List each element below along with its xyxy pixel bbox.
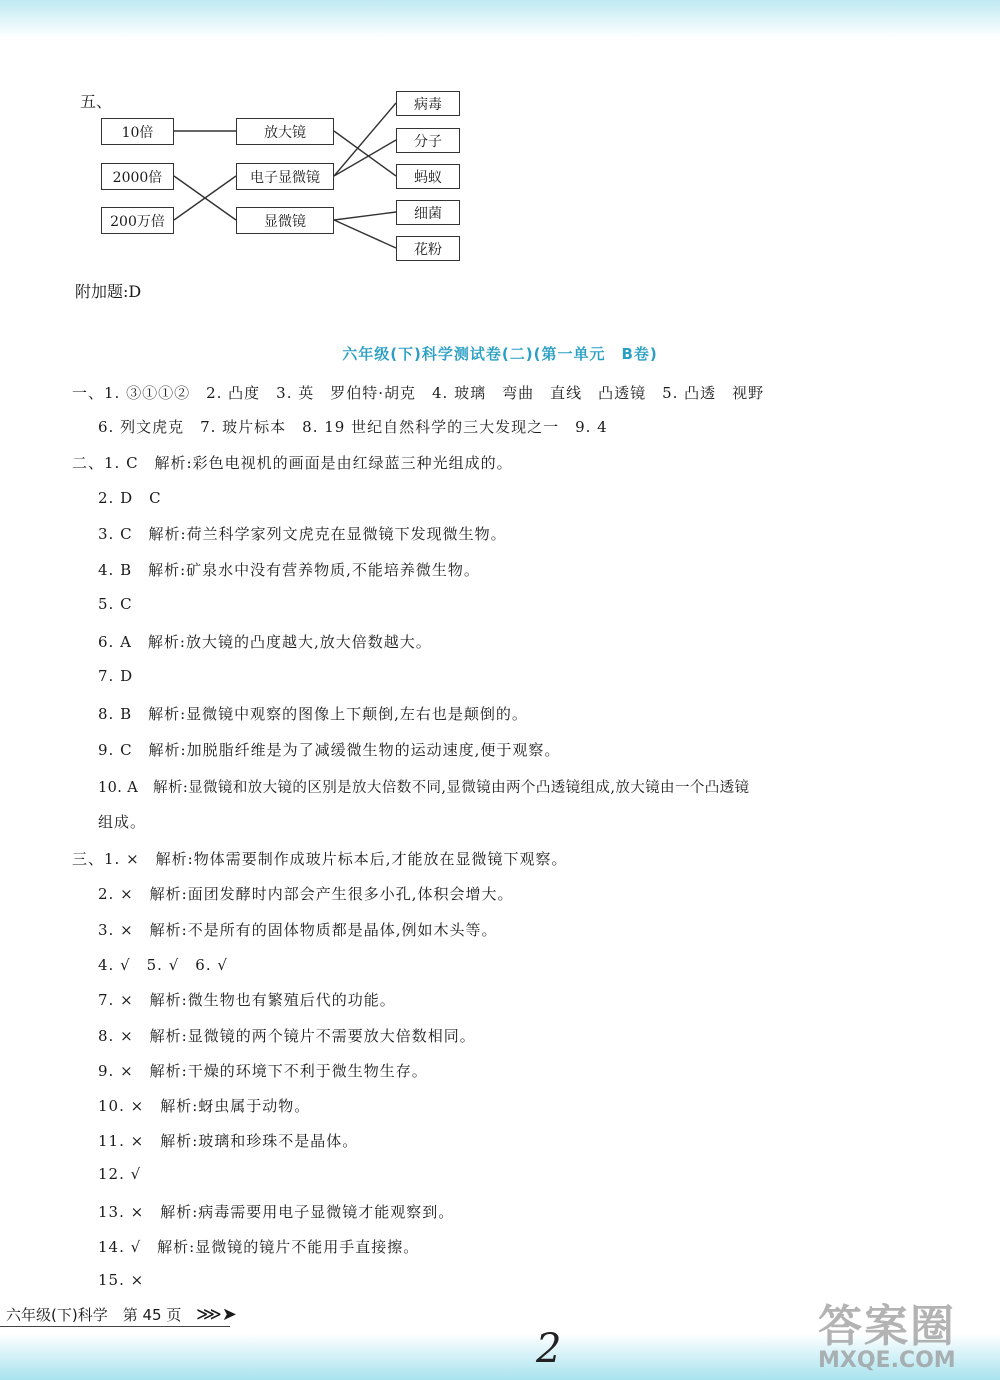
part3-item: 12. √ xyxy=(98,1165,142,1183)
part3-item: 15. × xyxy=(98,1271,145,1289)
right-box-ant: 蚂蚁 xyxy=(396,164,460,189)
part2-item: 7. D xyxy=(98,667,134,685)
part2-item: 5. C xyxy=(98,595,133,613)
match-line xyxy=(334,131,396,176)
right-box-molecule: 分子 xyxy=(396,128,460,153)
part2-item: 二、1. C 解析:彩色电视机的画面是由红绿蓝三种光组成的。 xyxy=(72,454,513,472)
right-box-pollen: 花粉 xyxy=(396,236,460,261)
right-box-virus: 病毒 xyxy=(396,91,460,116)
part3-item: 三、1. × 解析:物体需要制作成玻片标本后,才能放在显微镜下观察。 xyxy=(72,850,568,868)
left-box-10x: 10倍 xyxy=(101,118,174,145)
footer-arrows-icon: ⋙➤ xyxy=(196,1304,237,1325)
part3-item: 11. × 解析:玻璃和珍珠不是晶体。 xyxy=(98,1132,359,1150)
part2-item: 3. C 解析:荷兰科学家列文虎克在显微镜下发现微生物。 xyxy=(98,525,507,543)
handwritten-page-mark: 2 xyxy=(536,1326,562,1372)
watermark-logo: 答案圈 xyxy=(818,1301,956,1352)
mid-box-magnifier: 放大镜 xyxy=(236,118,334,145)
bonus-answer: 附加题:D xyxy=(75,282,142,301)
part3-item: 2. × 解析:面团发酵时内部会产生很多小孔,体积会增大。 xyxy=(98,885,514,903)
test-title: 六年级(下)科学测试卷(二)(第一单元 B卷) xyxy=(342,345,658,363)
page-footer xyxy=(6,1304,237,1325)
watermark xyxy=(818,1290,956,1373)
mid-box-electron-microscope: 电子显微镜 xyxy=(236,163,334,190)
match-line xyxy=(334,220,396,248)
mid-box-microscope: 显微镜 xyxy=(236,207,334,234)
part3-item: 14. √ 解析:显微镜的镜片不能用手直接擦。 xyxy=(98,1238,420,1256)
part3-item: 3. × 解析:不是所有的固体物质都是晶体,例如木头等。 xyxy=(98,921,498,939)
match-line xyxy=(334,212,396,220)
part3-item: 9. × 解析:干燥的环境下不利于微生物生存。 xyxy=(98,1062,428,1080)
part3-item: 4. √ 5. √ 6. √ xyxy=(98,956,228,974)
part1-line1: 一、1. ③①①② 2. 凸度 3. 英 罗伯特·胡克 4. 玻璃 弯曲 直线 凸透镜 5. 凸透 视野 xyxy=(72,384,765,402)
left-box-2m-x: 200万倍 xyxy=(101,207,174,234)
part2-item: 组成。 xyxy=(98,813,147,831)
part3-item: 10. × 解析:蚜虫属于动物。 xyxy=(98,1097,311,1115)
section5-label: 五、 xyxy=(80,92,113,111)
part2-item: 10. A 解析:显微镜和放大镜的区别是放大倍数不同,显微镜由两个凸透镜组成,放大镜由一个凸透镜 xyxy=(98,780,750,796)
watermark-url: MXQE.COM xyxy=(818,1348,956,1373)
right-box-bacteria: 细菌 xyxy=(396,200,460,225)
match-line xyxy=(334,140,396,176)
footer-label: 六年级(下)科学 第 45 页 xyxy=(6,1306,182,1324)
part2-item: 6. A 解析:放大镜的凸度越大,放大倍数越大。 xyxy=(98,633,432,651)
part3-item: 7. × 解析:微生物也有繁殖后代的功能。 xyxy=(98,991,396,1009)
part3-item: 8. × 解析:显微镜的两个镜片不需要放大倍数相同。 xyxy=(98,1027,476,1045)
part1-line2: 6. 列文虎克 7. 玻片标本 8. 19 世纪自然科学的三大发现之一 9. 4 xyxy=(98,418,608,436)
part2-item: 4. B 解析:矿泉水中没有营养物质,不能培养微生物。 xyxy=(98,561,480,579)
left-box-2000x: 2000倍 xyxy=(101,163,174,190)
footer-rule xyxy=(0,1326,230,1327)
part3-item: 13. × 解析:病毒需要用电子显微镜才能观察到。 xyxy=(98,1203,455,1221)
part2-item: 8. B 解析:显微镜中观察的图像上下颠倒,左右也是颠倒的。 xyxy=(98,705,528,723)
match-line xyxy=(334,103,396,176)
part2-item: 9. C 解析:加脱脂纤维是为了减缓微生物的运动速度,便于观察。 xyxy=(98,741,561,759)
part2-item: 2. D C xyxy=(98,489,162,507)
